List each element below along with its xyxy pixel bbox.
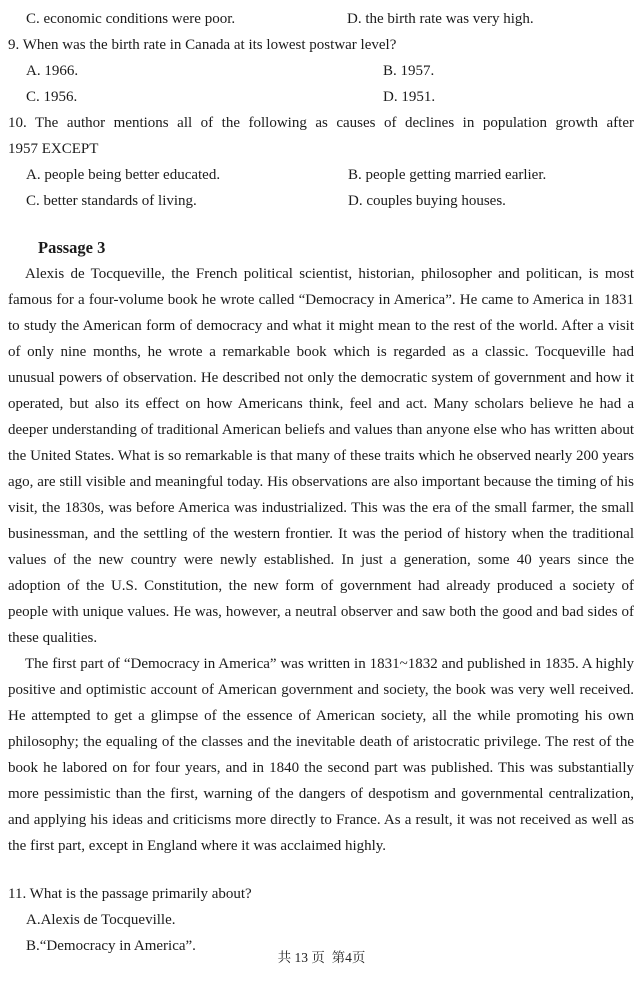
question-11-option-a: A.Alexis de Tocqueville. [26, 912, 176, 928]
passage-3-paragraph-1: Alexis de Tocqueville, the French political scientist, historian, philosopher and politican, is most famous for a four-volume book he wrote called “Democracy in America”. He came to America in 1831 to study the American form of democracy and what it might mean to the rest of the world. After a visit of only nine months, he wrote a remarkable book which is regarded as a classic. Tocqueville had unusual powers of observation. He described not only the democratic system of government and how it operated, but also its effect on how Americans think, feel and act. Many scholars believe he had a deeper understanding of traditional American beliefs and values than anyone else who has written about the United States. What is so remarkable is that many of these traits which he observed nearly 200 years ago, are still visible and meaningful today. His observations are also important because the timing of his visit, the 1830s, was before America was industrialized. This was the era of the small farmer, the small businessman, and the settling of the western frontier. It was the period of history when the traditional values of the new country were newly established. In just a generation, some 40 years since the adoption of the U.S. Constitution, the new form of government had already produced a society of people with unique values. He was, however, a neutral observer and saw both the good and bad sides of these qualities. [8, 266, 634, 646]
question-10-options-row-1 [8, 162, 634, 188]
question-8-options-row [8, 6, 634, 32]
question-10-option-a: A. people being better educated. [26, 167, 221, 183]
question-10-option-c: C. better standards of living. [26, 193, 197, 209]
question-9-text: 9. When was the birth rate in Canada at its lowest postwar level? [8, 37, 397, 53]
question-9-option-a: A. 1966. [26, 63, 79, 79]
question-11-option-b: B.“Democracy in America”. [26, 938, 196, 954]
passage-3-heading: Passage 3 [38, 238, 106, 257]
page-number-footer: 共 13 页 第4页 [277, 950, 366, 965]
question-9-option-b: B. 1957. [383, 63, 435, 79]
question-9-option-d: D. 1951. [383, 89, 436, 105]
passage-3-paragraph-2: The first part of “Democracy in America” was written in 1831~1832 and published in 1835. A highly positive and optimistic account of American government and society, the book was very well received. He attempted to get a glimpse of the essence of American society, all the while promoting his own philosophy; the equaling of the classes and the inevitable death of aristocratic privilege. The rest of the book he labored on for four years, and in 1840 the second part was published. This was substantially more pessimistic than the first, warning of the dangers of despotism and governmental centralization, and applying his ideas and criticisms more directly to France. As a result, it was not received as well as the first part, except in England where it was acclaimed highly. [8, 656, 634, 854]
question-10-text-line1: 10. The author mentions all of the following as causes of declines in population growth after [8, 115, 634, 131]
question-10-options-row-2 [8, 188, 634, 214]
question-10-text-line2: 1957 EXCEPT [8, 141, 99, 157]
question-10-option-d: D. couples buying houses. [348, 193, 506, 209]
question-8-option-d: D. the birth rate was very high. [347, 11, 534, 27]
question-9-option-c: C. 1956. [26, 89, 78, 105]
question-11-text: 11. What is the passage primarily about? [8, 886, 252, 902]
question-9-options-row-1 [8, 58, 634, 84]
question-10-option-b: B. people getting married earlier. [348, 167, 547, 183]
question-9-options-row-2 [8, 84, 634, 110]
question-8-option-c: C. economic conditions were poor. [26, 11, 236, 27]
